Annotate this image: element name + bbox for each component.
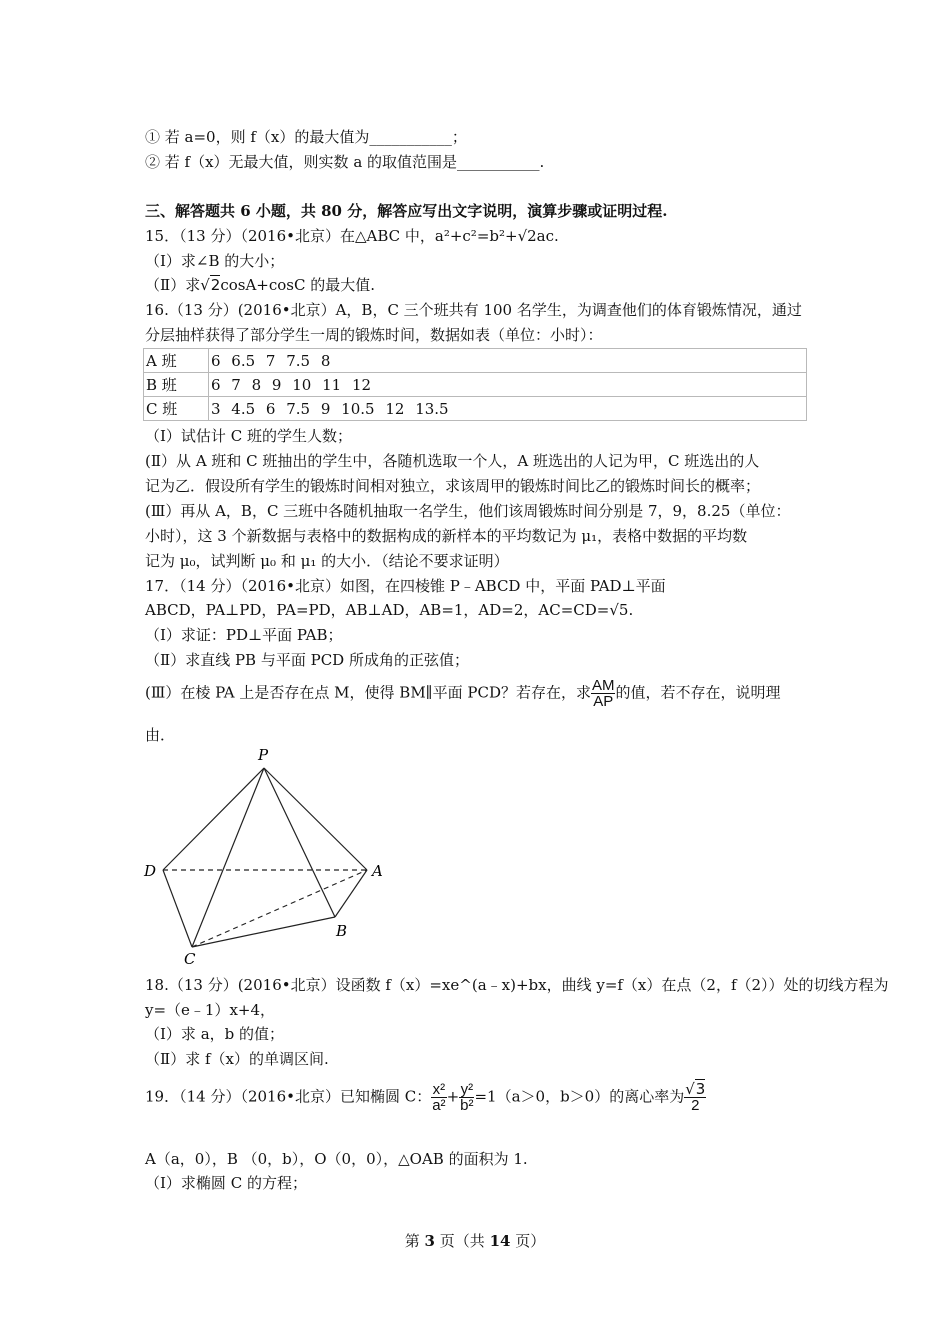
q19-middle: =1（a＞0，b＞0）的离心率为 <box>474 1087 685 1106</box>
fraction-numerator: AM <box>591 677 615 694</box>
fraction-x2-over-a2 <box>431 1082 446 1113</box>
question-18-line-2: y=（e﹣1）x+4， <box>145 1001 276 1019</box>
fraction-denominator: a² <box>432 1097 446 1114</box>
question-17-line-1: 17．（14 分）（2016•北京）如图，在四棱锥 P﹣ABCD 中，平面 PAD⊥平面 <box>145 577 666 595</box>
question-18-line-1: 18.（13 分）(2016•北京）设函数 f（x）=xe^(a﹣x)+bx，曲线 y=f（x）在点（2，f（2））处的切线方程为 <box>145 976 889 994</box>
q19-prefix: 19．（14 分）（2016•北京）已知椭圆 C： <box>145 1087 432 1106</box>
q15-part2-prefix: （Ⅱ）求 <box>145 276 201 294</box>
table-row-label: C 班 <box>144 397 209 421</box>
fraction-denominator: AP <box>593 693 614 710</box>
fraction-numerator: y² <box>460 1081 474 1098</box>
fraction-denominator: b² <box>460 1097 474 1114</box>
sqrt-2-symbol: √2 <box>200 276 221 294</box>
vertex-label-b: B <box>336 922 348 940</box>
blank-line-2: ② 若 f（x）无最大值，则实数 a 的取值范围是___________. <box>145 153 545 171</box>
table-row-label: A 班 <box>144 349 209 373</box>
edge-pb <box>264 768 335 917</box>
q17-part3-prefix: (Ⅲ）在棱 PA 上是否存在点 M，使得 BM∥平面 PCD？若存在，求 <box>145 683 591 702</box>
question-17-part-2: （Ⅱ）求直线 PB 与平面 PCD 所成角的正弦值； <box>145 651 469 669</box>
question-17-part-3-end: 由． <box>145 726 176 744</box>
exercise-time-table <box>143 348 807 421</box>
question-19-part-1: （Ⅰ）求椭圆 C 的方程； <box>145 1174 307 1192</box>
question-15-part-2 <box>145 275 375 295</box>
sqrt-3-symbol: √3 <box>685 1080 706 1098</box>
fraction-sqrt3-over-2 <box>684 1082 706 1113</box>
table-row-values: 6 7 8 9 10 11 12 <box>209 373 807 397</box>
footer-total-pages: 14 <box>489 1232 511 1250</box>
footer-prefix: 第 <box>404 1232 420 1250</box>
vertex-label-a: A <box>372 862 383 880</box>
fraction-numerator: x² <box>432 1081 446 1098</box>
blank-line-1: ① 若 a=0，则 f（x）的最大值为___________； <box>145 128 467 146</box>
plus-sign: + <box>446 1087 460 1106</box>
table-row <box>144 349 807 373</box>
question-16-part-3-line-3: 记为 μ₀，试判断 μ₀ 和 μ₁ 的大小．（结论不要求证明） <box>145 552 509 570</box>
question-17-part-3 <box>145 678 781 709</box>
question-17-line-2: ABCD，PA⊥PD，PA=PD，AB⊥AD，AB=1，AD=2，AC=CD=√5. <box>145 601 634 619</box>
footer-page-number: 3 <box>424 1232 435 1250</box>
table-row-values: 3 4.5 6 7.5 9 10.5 12 13.5 <box>209 397 807 421</box>
question-16-part-1: （Ⅰ）试估计 C 班的学生人数； <box>145 427 352 445</box>
question-19-line-1 <box>145 1082 706 1113</box>
question-16-line-2: 分层抽样获得了部分学生一周的锻炼时间，数据如表（单位：小时）： <box>145 326 603 344</box>
vertex-label-c: C <box>184 950 196 967</box>
q15-part2-suffix: cosA+cosC 的最大值. <box>220 276 375 294</box>
question-15: 15．（13 分）（2016•北京）在△ABC 中，a²+c²=b²+√2ac. <box>145 227 559 245</box>
question-19-line-2: A（a，0），B （0，b），O（0，0），△OAB 的面积为 1. <box>145 1150 528 1168</box>
vertex-label-d: D <box>144 862 157 880</box>
edge-pa <box>264 768 367 870</box>
question-16-part-3-line-1: (Ⅲ）再从 A，B，C 三班中各随机抽取一名学生，他们该周锻炼时间分别是 7，9，8.25（单位： <box>145 502 791 520</box>
edge-pd <box>163 768 264 870</box>
question-16-line-1: 16.（13 分）(2016•北京）A，B，C 三个班共有 100 名学生，为调查他们的体育锻炼情况，通过 <box>145 301 802 319</box>
footer-suffix: 页） <box>515 1232 546 1250</box>
question-16-part-3-line-2: 小时），这 3 个新数据与表格中的数据构成的新样本的平均数记为 μ₁，表格中数据的平均数 <box>145 527 748 545</box>
section-heading: 三、解答题共 6 小题，共 80 分，解答应写出文字说明，演算步骤或证明过程. <box>145 202 668 220</box>
edge-cb <box>192 917 335 947</box>
question-15-part-1: （Ⅰ）求∠B 的大小； <box>145 252 285 270</box>
question-18-part-2: （Ⅱ）求 f（x）的单调区间. <box>145 1050 329 1068</box>
fraction-numerator <box>684 1082 706 1098</box>
page-footer <box>0 1230 950 1251</box>
pyramid-figure <box>140 742 400 967</box>
question-16-part-2-line-2: 记为乙．假设所有学生的锻炼时间相对独立，求该周甲的锻炼时间比乙的锻炼时间长的概率； <box>145 477 761 495</box>
q17-part3-suffix: 的值，若不存在，说明理 <box>615 683 781 702</box>
fraction-y2-over-b2 <box>459 1082 474 1113</box>
edge-dc <box>163 870 192 947</box>
question-17-part-1: （Ⅰ）求证：PD⊥平面 PAB； <box>145 626 343 644</box>
question-16-part-2-line-1: (Ⅱ）从 A 班和 C 班抽出的学生中，各随机选取一个人，A 班选出的人记为甲，C 班选出的人 <box>145 452 760 470</box>
table-row-label: B 班 <box>144 373 209 397</box>
table-row <box>144 373 807 397</box>
fraction-denominator: 2 <box>691 1097 700 1114</box>
question-18-part-1: （Ⅰ）求 a，b 的值； <box>145 1025 285 1043</box>
table-row-values: 6 6.5 7 7.5 8 <box>209 349 807 373</box>
table-row <box>144 397 807 421</box>
footer-mid: 页（共 <box>439 1232 485 1250</box>
vertex-label-p: P <box>258 746 269 764</box>
fraction-am-over-ap <box>591 678 616 709</box>
